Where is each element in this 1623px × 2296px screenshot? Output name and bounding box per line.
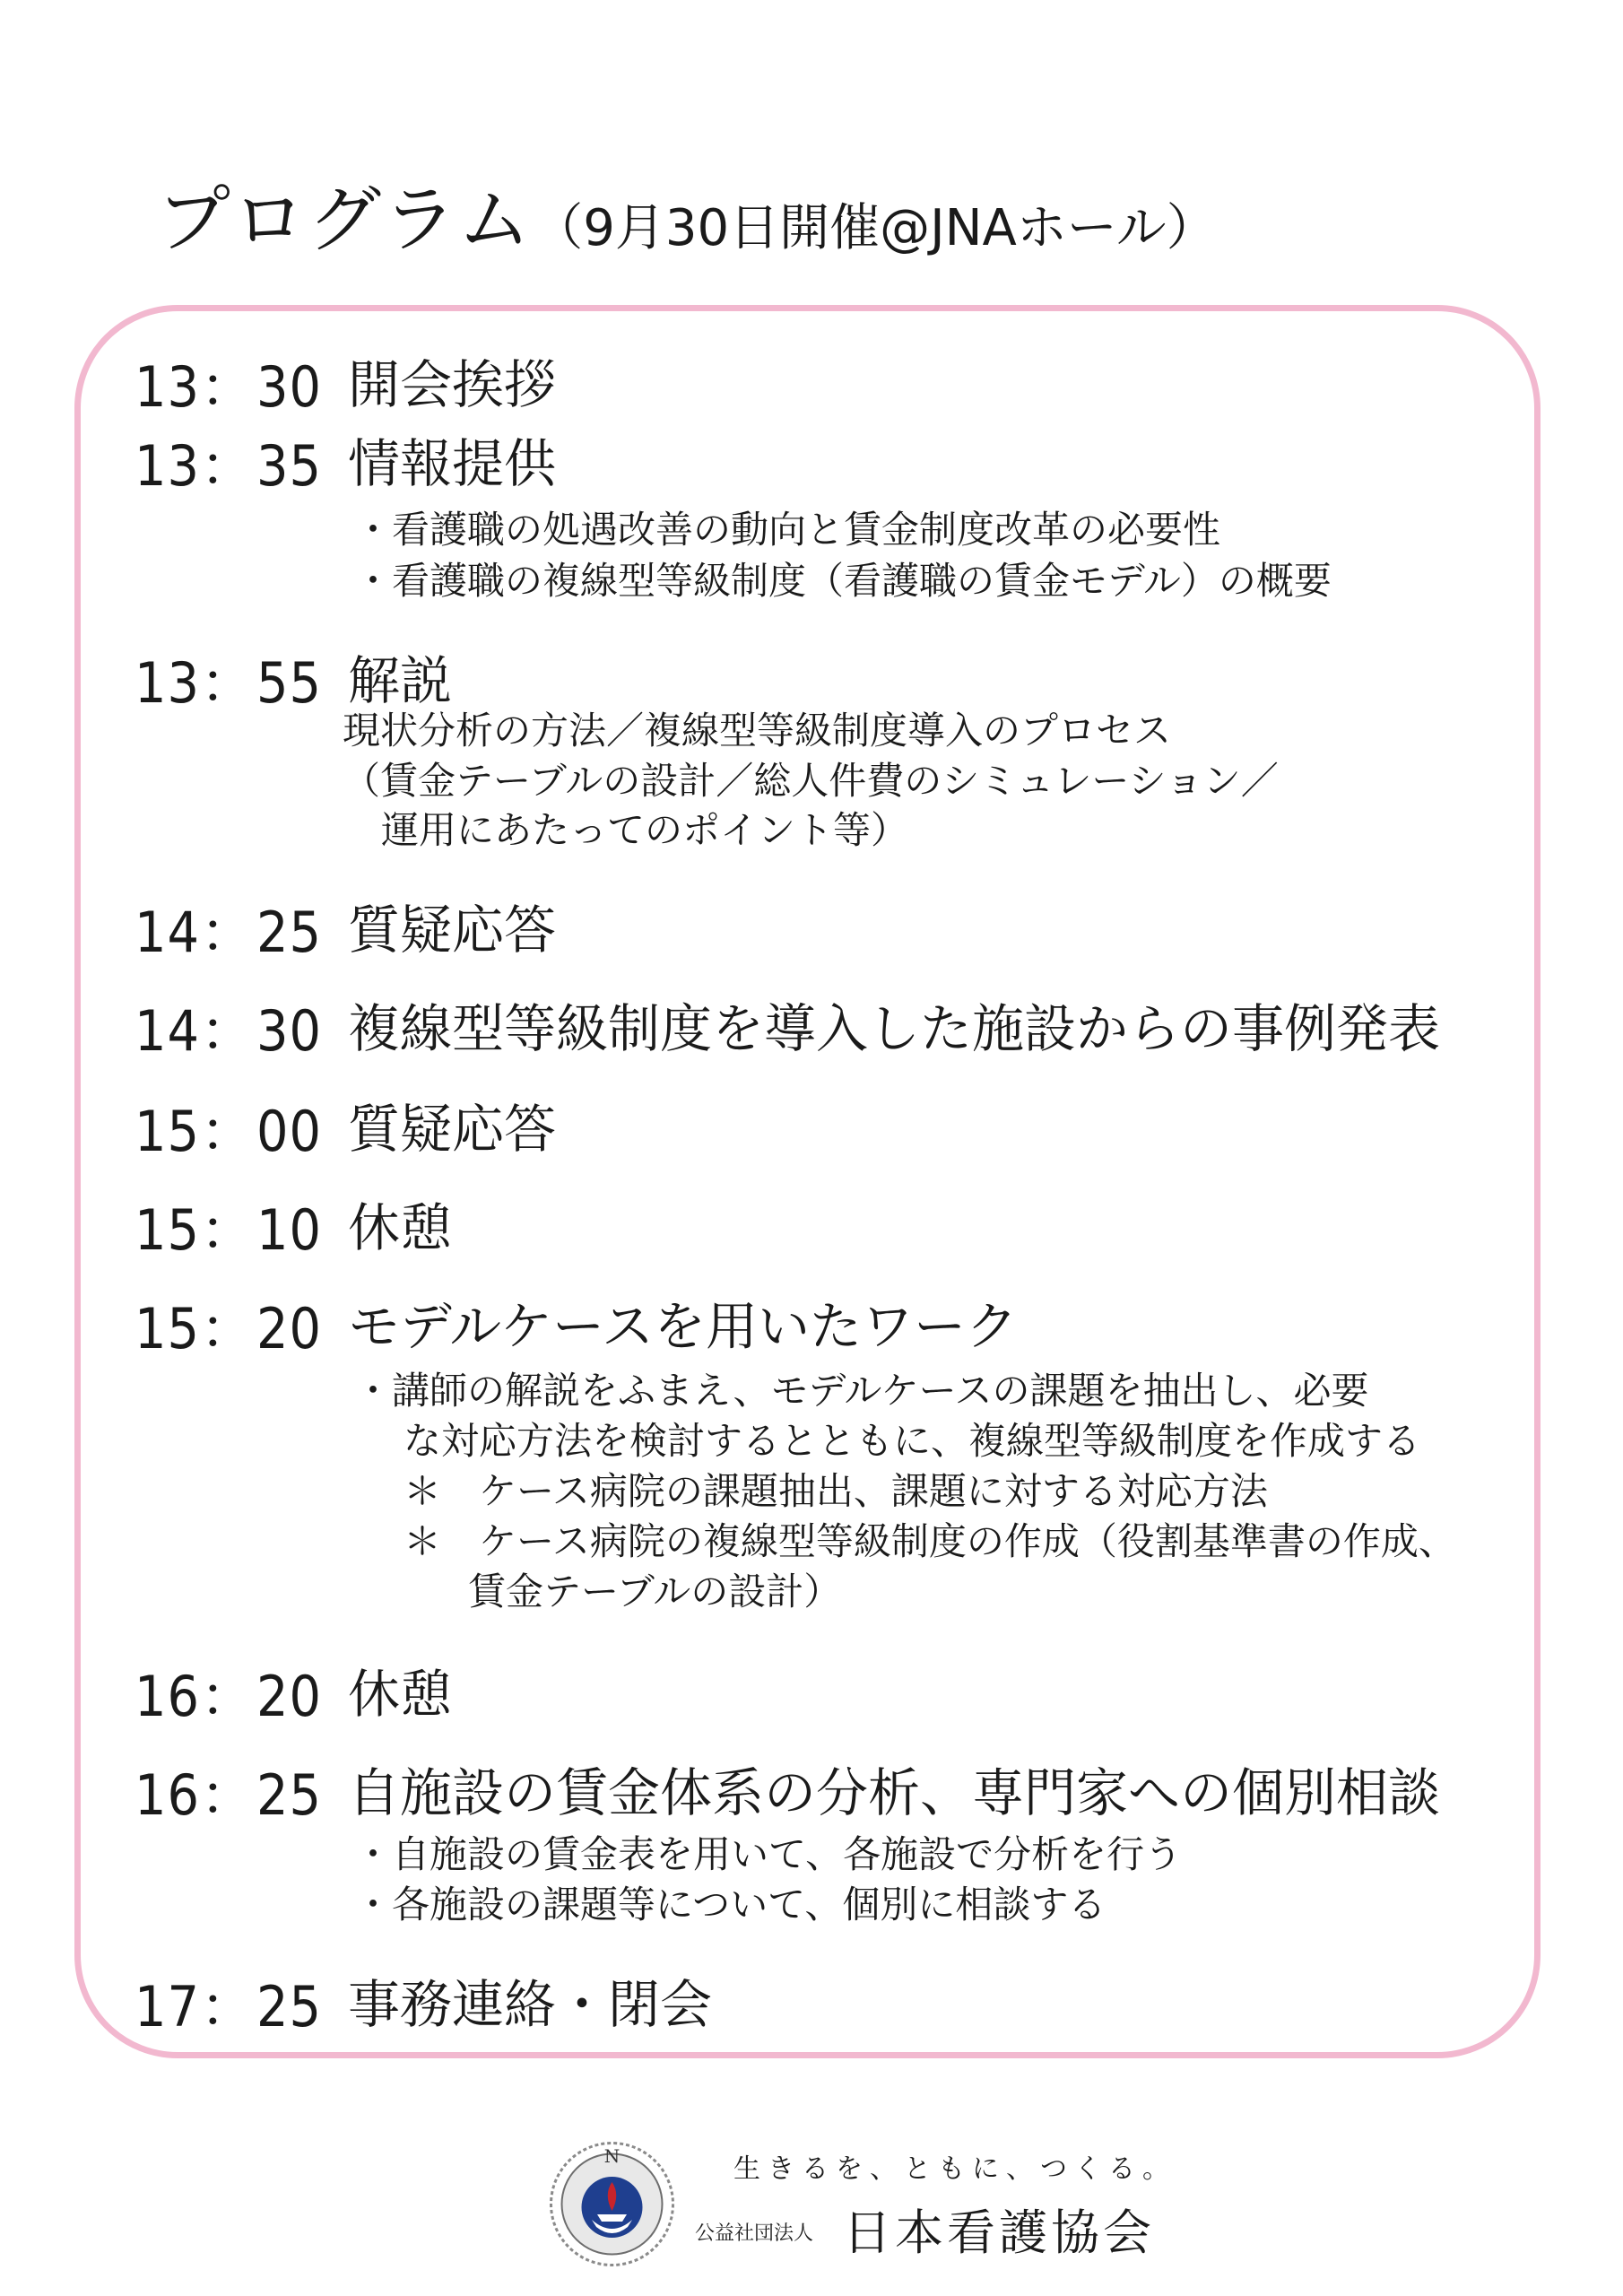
title-main: プログラム <box>157 178 534 263</box>
footer <box>547 2139 1175 2274</box>
schedule-label: 解説 <box>348 650 453 711</box>
schedule-time: 14：25 <box>135 900 322 965</box>
org-prefix: 公益社団法人 <box>695 2222 814 2245</box>
schedule-label: 複線型等級制度を導入した施設からの事例発表 <box>348 998 1441 1059</box>
schedule-label: 事務連絡・閉会 <box>348 1974 713 2035</box>
schedule-time: 16：20 <box>135 1664 322 1729</box>
schedule-time: 13：35 <box>135 433 322 499</box>
schedule-detail: ・看護職の複線型等級制度（看護職の賃金モデル）の概要 <box>354 559 1332 603</box>
schedule-time: 13：30 <box>135 354 322 420</box>
schedule-time: 13：55 <box>135 650 322 716</box>
schedule-detail: ・各施設の課題等について、個別に相談する <box>354 1883 1107 1926</box>
schedule-detail: 運用にあたってのポイント等） <box>381 808 909 852</box>
title-sub: （9月30日開催@JNAホール） <box>533 199 1217 257</box>
schedule-time: 16：25 <box>135 1762 322 1828</box>
schedule-label: 自施設の賃金体系の分析、専門家への個別相談 <box>348 1762 1441 1823</box>
schedule-label: モデルケースを用いたワーク <box>348 1296 1019 1357</box>
jna-emblem-icon <box>547 2139 677 2269</box>
schedule-label: 開会挨拶 <box>348 354 557 415</box>
schedule-detail: ・自施設の賃金表を用いて、各施設で分析を行う <box>354 1832 1183 1876</box>
schedule-label: 質疑応答 <box>348 900 557 961</box>
schedule-time: 15：20 <box>135 1296 322 1361</box>
schedule-detail: ＊ ケース病院の課題抽出、課題に対する対応方法 <box>404 1469 1268 1513</box>
slogan: 生きるを、ともに、つくる。 <box>733 2153 1176 2185</box>
schedule-time: 15：10 <box>135 1197 322 1263</box>
emblem-letter: N <box>603 2145 621 2167</box>
page-title <box>157 161 1217 266</box>
schedule-detail: な対応方法を検討するとともに、複線型等級制度を作成する <box>404 1419 1421 1463</box>
schedule-detail: ・看護職の処遇改善の動向と賃金制度改革の必要性 <box>354 508 1221 552</box>
schedule-label: 情報提供 <box>348 433 557 494</box>
schedule-time: 15：00 <box>135 1099 322 1164</box>
schedule-detail: （賃金テーブルの設計／総人件費のシミュレーション／ <box>343 759 1279 803</box>
schedule-detail: 賃金テーブルの設計） <box>468 1570 842 1613</box>
schedule-detail: 現状分析の方法／複線型等級制度導入のプロセス <box>343 709 1172 752</box>
schedule-label: 休憩 <box>348 1197 453 1258</box>
schedule-label: 質疑応答 <box>348 1099 557 1160</box>
schedule-time: 17：25 <box>135 1974 322 2039</box>
schedule-label: 休憩 <box>348 1664 453 1725</box>
schedule-detail: ・講師の解説をふまえ、モデルケースの課題を抽出し、必要 <box>354 1369 1369 1413</box>
org-name: 日本看護協会 <box>843 2205 1155 2261</box>
schedule-detail: ＊ ケース病院の複線型等級制度の作成（役割基準書の作成、 <box>404 1519 1456 1563</box>
schedule-time: 14：30 <box>135 998 322 1064</box>
